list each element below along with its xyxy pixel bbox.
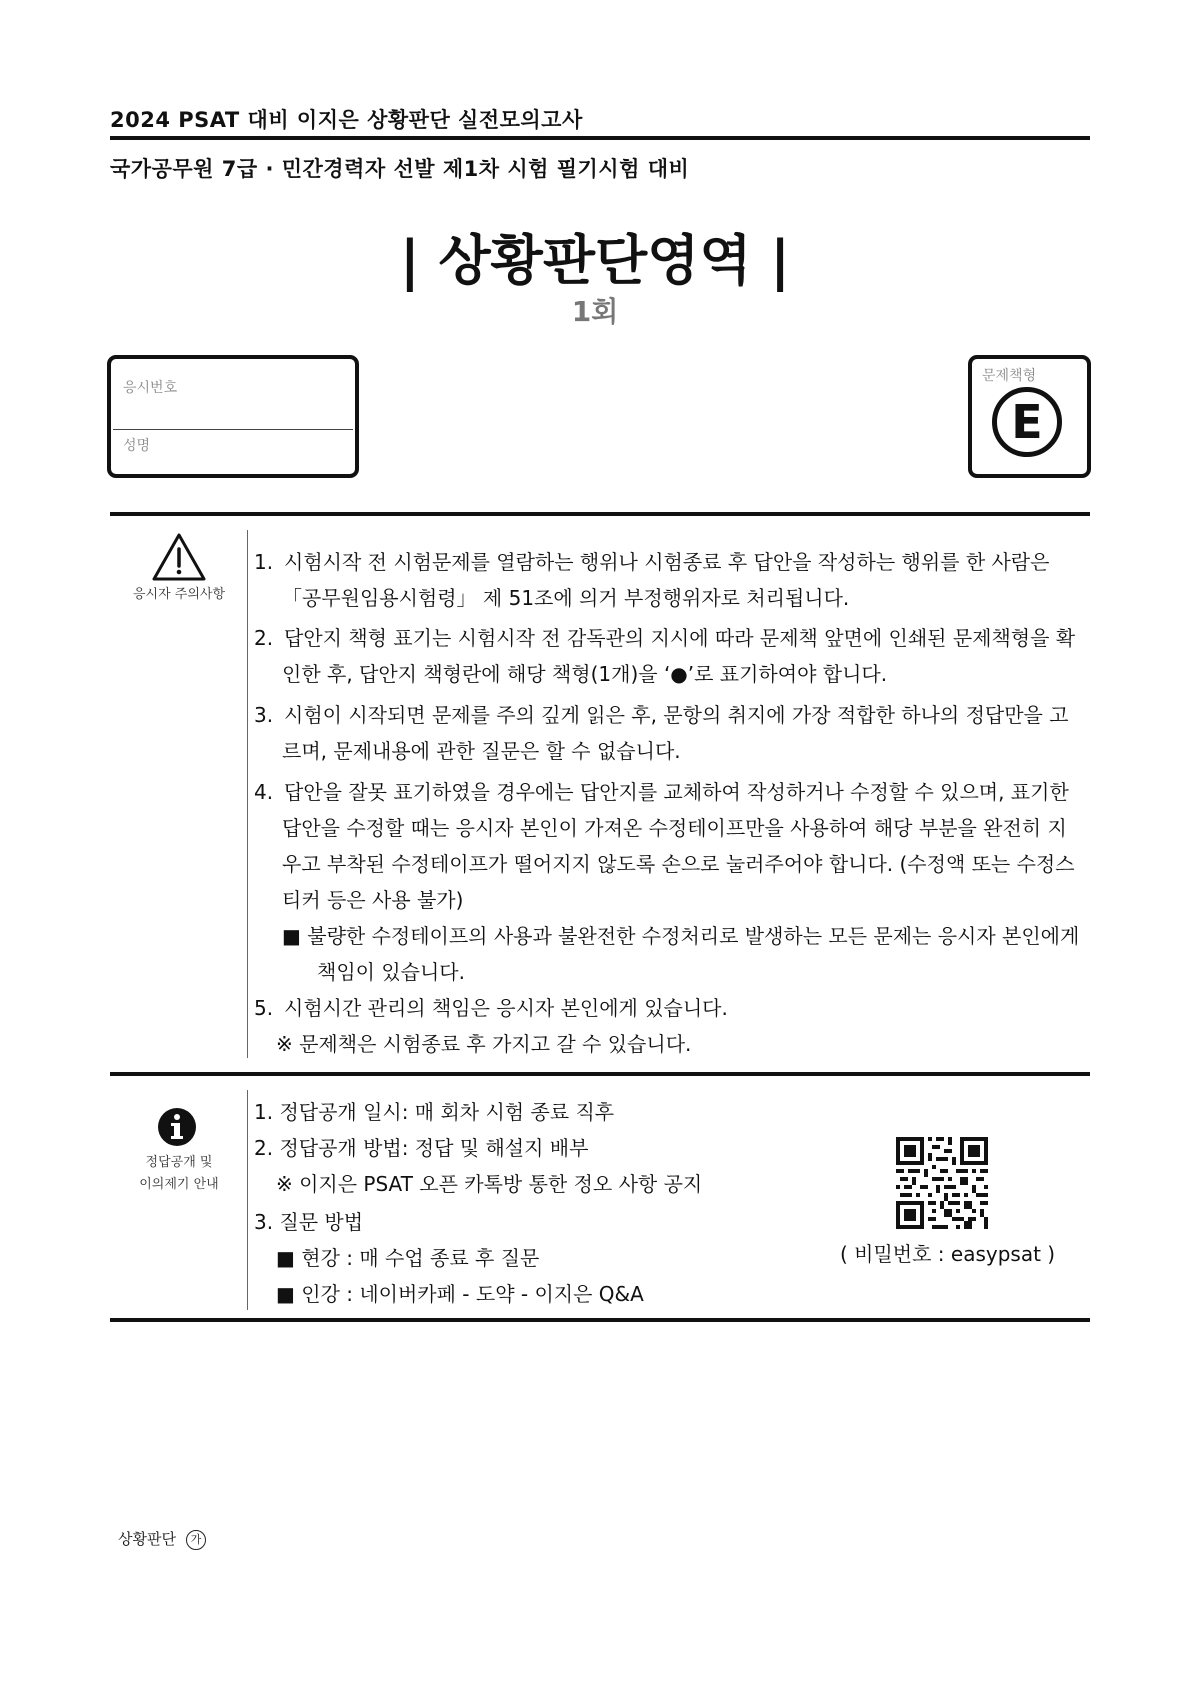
notice-item-3 bbox=[254, 697, 1084, 733]
notice-item-4 bbox=[254, 774, 1084, 810]
notice-item-2-line2: 인한 후, 답안지 책형란에 해당 책형(1개)을 ‘●’로 표기하여야 합니다. bbox=[282, 662, 888, 686]
notice-item-3-number: 3. bbox=[254, 703, 274, 727]
notice-item-5-number: 5. bbox=[254, 996, 274, 1020]
answer-info-item-3: 3. 질문 방법 bbox=[254, 1210, 364, 1234]
notice-item-2-line1: 답안지 책형 표기는 시험시작 전 감독관의 지시에 따라 문제책 앞면에 인쇄된 문제책형을 확 bbox=[284, 626, 1076, 650]
applicant-name-label: 성명 bbox=[123, 438, 151, 454]
box-divider bbox=[113, 429, 353, 430]
booklet-type-value: E bbox=[992, 387, 1062, 457]
notice-item-1-line2: 「공무원임용시험령」 제 51조에 의거 부정행위자로 처리됩니다. bbox=[282, 586, 850, 610]
notice-item-4-line2: 답안을 수정할 때는 응시자 본인이 가져온 수정테이프만을 사용하여 해당 부분을 완전히 지 bbox=[282, 816, 1067, 840]
info-icon bbox=[157, 1107, 197, 1147]
notice-item-3-line2: 르며, 문제내용에 관한 질문은 할 수 없습니다. bbox=[282, 739, 681, 763]
warning-triangle-icon bbox=[151, 532, 207, 582]
answer-info-item-3-b: ■ 인강 : 네이버카페 - 도약 - 이지은 Q&A bbox=[276, 1282, 644, 1306]
exam-series-title: 2024 PSAT 대비 이지은 상황판단 실전모의고사 bbox=[110, 108, 583, 132]
notice-item-3-line1: 시험이 시작되면 문제를 주의 깊게 읽은 후, 문항의 취지에 가장 적합한 하나의 정답만을 고 bbox=[284, 703, 1069, 727]
answer-info-item-1: 1. 정답공개 일시: 매 회차 시험 종료 직후 bbox=[254, 1100, 615, 1124]
notice-item-1 bbox=[254, 544, 1084, 580]
round-label: 1회 bbox=[571, 295, 619, 328]
notice-item-2 bbox=[254, 620, 1084, 656]
footer-booklet-mark: 가 bbox=[186, 1530, 206, 1550]
applicant-number-label: 응시번호 bbox=[123, 380, 178, 396]
answer-info-caption-line1: 정답공개 및 bbox=[145, 1155, 213, 1170]
answer-info-top-rule bbox=[110, 1072, 1090, 1076]
notice-note: ※ 문제책은 시험종료 후 가지고 갈 수 있습니다. bbox=[276, 1032, 692, 1056]
header-rule bbox=[110, 136, 1090, 140]
answer-info-item-3-a: ■ 현강 : 매 수업 종료 후 질문 bbox=[276, 1246, 540, 1270]
qr-caption: ( 비밀번호 : easypsat ) bbox=[840, 1242, 1056, 1266]
notice-divider bbox=[247, 530, 248, 1058]
qr-code-image bbox=[896, 1137, 988, 1229]
notice-item-4-line4: 티커 등은 사용 불가) bbox=[282, 888, 464, 912]
applicant-info-box bbox=[107, 355, 359, 478]
answer-info-caption-line2: 이의제기 안내 bbox=[139, 1177, 219, 1192]
notice-bullet-line1: ■ 불량한 수정테이프의 사용과 불완전한 수정처리로 발생하는 모든 문제는 응시자 본인에게 bbox=[282, 924, 1080, 948]
booklet-type-label: 문제책형 bbox=[982, 368, 1037, 384]
notice-item-2-number: 2. bbox=[254, 626, 274, 650]
notice-caption: 응시자 주의사항 bbox=[132, 587, 226, 602]
notice-item-5 bbox=[254, 990, 1084, 1026]
footer-label: 상황판단 bbox=[118, 1530, 176, 1548]
page-title: | 상황판단영역 | bbox=[399, 229, 791, 292]
notice-bullet-line2: 책임이 있습니다. bbox=[317, 960, 465, 984]
notice-item-5-line1: 시험시간 관리의 책임은 응시자 본인에게 있습니다. bbox=[284, 996, 728, 1020]
notice-item-4-line1: 답안을 잘못 표기하였을 경우에는 답안지를 교체하여 작성하거나 수정할 수 있으며, 표기한 bbox=[284, 780, 1069, 804]
page-footer bbox=[118, 1528, 206, 1550]
answer-info-item-2: 2. 정답공개 방법: 정답 및 해설지 배부 bbox=[254, 1136, 589, 1160]
exam-subtitle: 국가공무원 7급 · 민간경력자 선발 제1차 시험 필기시험 대비 bbox=[110, 157, 690, 181]
notice-item-4-line3: 우고 부착된 수정테이프가 떨어지지 않도록 손으로 눌러주어야 합니다. (수정액 또는 수정스 bbox=[282, 852, 1075, 876]
answer-info-bottom-rule bbox=[110, 1318, 1090, 1322]
answer-info-item-2-note: ※ 이지은 PSAT 오픈 카톡방 통한 정오 사항 공지 bbox=[276, 1172, 703, 1196]
notice-item-1-line1: 시험시작 전 시험문제를 열람하는 행위나 시험종료 후 답안을 작성하는 행위를 한 사람은 bbox=[284, 550, 1050, 574]
answer-info-divider bbox=[247, 1090, 248, 1310]
booklet-type-box bbox=[968, 355, 1091, 478]
notice-item-4-number: 4. bbox=[254, 780, 274, 804]
notice-top-rule bbox=[110, 512, 1090, 516]
notice-item-1-number: 1. bbox=[254, 550, 274, 574]
